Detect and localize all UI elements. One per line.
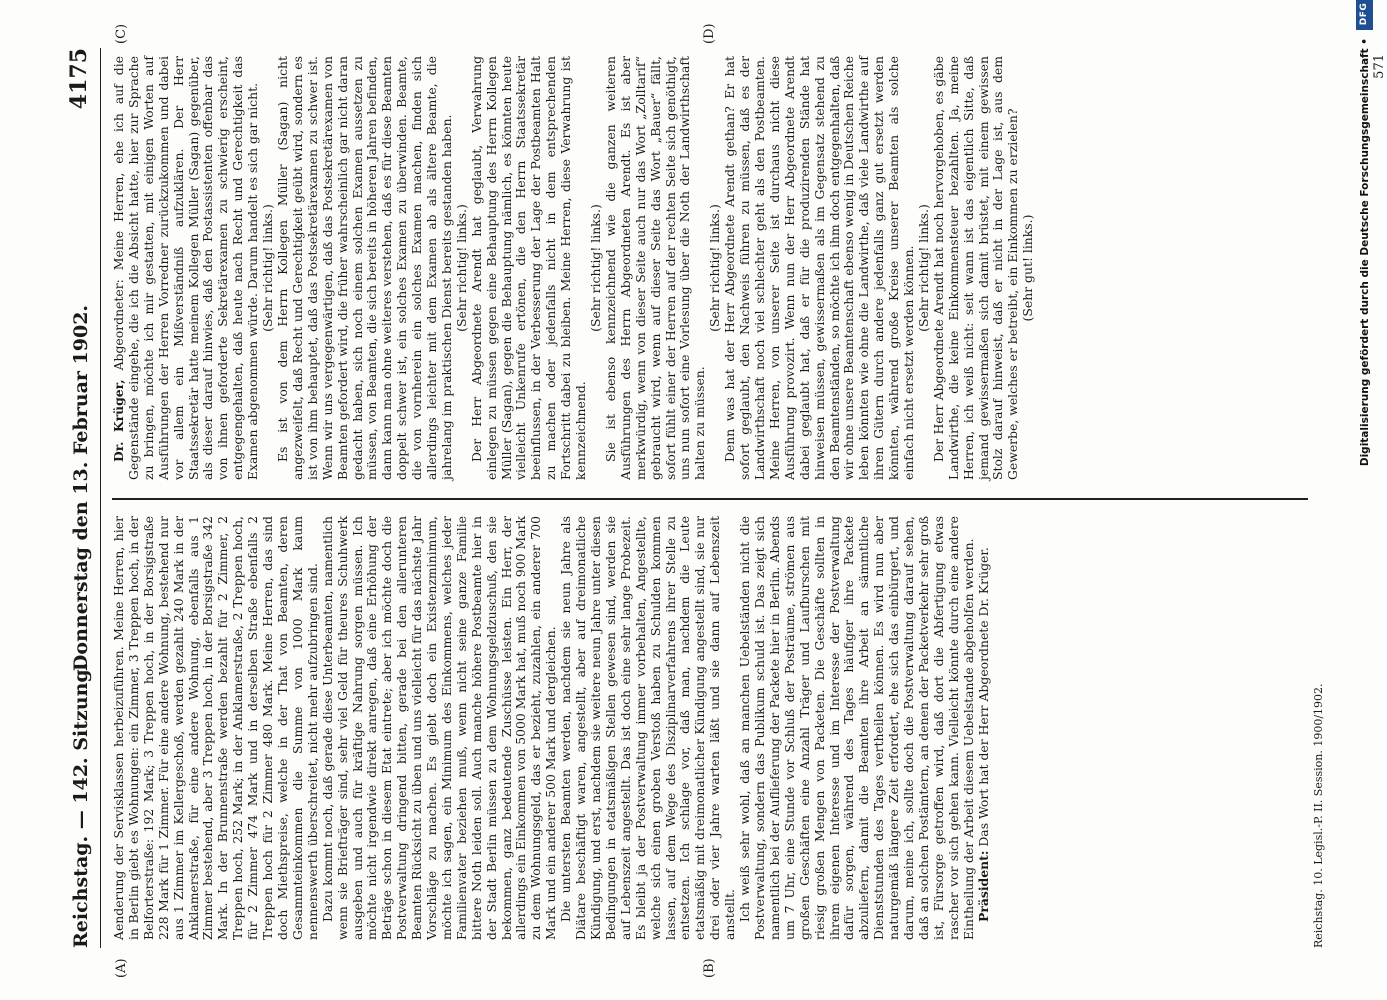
left-column xyxy=(112,516,1302,940)
right-paragraph: Denn was hat der Herr Abgeordnete Arendt gethan? Er hat sofort geglaubt, den Nachweis führen zu müssen, daß es der Landwirthschaft noch viel schlechter geht als den Postbeamten. Meine Herren, von unserer Seite ist durchaus nicht diese Ausführung provozirt. Wenn nun der Herr Abgeordnete Arendt dabei geglaubt hat, daß er für die produzirenden Stände hat hinweisen müssen, gewissermaßen als im Gegensatz stehend zu den Beamtenständen, so möchte ich ihm doch entgegenhalten, daß wir ohne unsere Beamtenschaft ebenso wenig in Deutschen Reiche leben könnten wie ohne die Landwirthe, daß viele Landwirthe auf ihren Gütern durch andere jedenfalls ganz gut ersetzt werden könnten, während große Kreise unserer Beamten als solche einfach nicht ersetzt werden können. xyxy=(722,56,917,480)
right-paragraph: Der Herr Abgeordnete Arendt hat noch hervorgehoben, es gäbe Landwirthe, die keine Einkommensteuer bezahlten. Ja, meine Herren, ich weiß nicht: seit wann ist das eigentlich Sitte, daß jemand gewissermaßen sich damit brüstet, mit einem gewissen Stolz darauf hinweist, daß er nicht in der Lage ist, aus dem Gewerbe, welches er betreibt, ein Einkommen zu erzielen? xyxy=(930,56,1021,480)
interjection: (Sehr richtig! links.) xyxy=(260,204,276,332)
margin-marker-b: (B) xyxy=(702,958,717,978)
margin-marker-a: (A) xyxy=(114,958,129,978)
interjection: (Sehr richtig! links.) xyxy=(707,204,723,332)
left-paragraph: Dazu kommt noch, daß gerade diese Unterbeamten, namentlich wenn sie Briefträger sind, sehr viel Geld für theures Schuhwerk ausgeben und auch für kräftige Nahrung sorgen müssen. Ich möchte nicht irgendwie direkt anregen, daß eine Erhöhung der Beträge schon in diesem Etat eintrete; aber ich möchte doch die Postverwaltung dringend bitten, gerade bei den allerunteren Beamten Rücksicht zu üben und uns vielleicht für das nächste Jahr Vorschläge zu machen. Es giebt doch ein Existenzminimum, möchte ich sagen, ein Minimum des Einkommens, welches jeder Familienvater beziehen muß, wenn nicht seine ganze Familie bittere Noth leiden soll. Auch manche höhere Postbeamte hier in der Stadt Berlin müssen zu dem Wohnungsgeldzuschuß, den sie bekommen, ganz bedeutende Zuschüsse leisten. Ein Herr, der allerdings ein Einkommen von 5000 Mark hat, muß noch 900 Mark zu dem Wohnungsgeld, das er bezieht, zuzahlen, ein anderer 700 Mark und ein anderer 500 Mark und dergleichen. xyxy=(319,516,559,940)
margin-marker-d: (D) xyxy=(702,23,717,44)
right-paragraph: Der Herr Abgeordnete Arendt hat geglaubt, Verwahrung einlegen zu müssen gegen eine Behauptung des Herrn Kollegen Müller (Sagan), gegen die Behauptung nämlich, es könnten heute vielleicht Unkenrufe ertönen, die den Herrn Staatssekretär beeinflussen, in der Verbesserung der Lage der Postbeamten Halt zu machen oder jedenfalls nicht in dem entsprechenden Fortschritt dabei zu bleiben. Meine Herren, diese Verwahrung ist kennzeichnend. xyxy=(468,56,589,480)
digitization-strip xyxy=(1356,0,1376,988)
dfg-logo-icon: DFG xyxy=(1356,0,1373,30)
left-paragraph: Aenderung der Servisklassen herbeizuführen. Meine Herren, hier in Berlin giebt es Wohnungen: ein Zimmer, 3 Treppen hoch, in der Belforterstraße: 192 Mark; 3 Treppen hoch, in der Borsigstraße 228 Mark für 1 Zimmer. Für eine andere Wohnung, bestehend nur aus 1 Zimmer im Kellergeschoß, werden gezahlt 240 Mark in der Anklamerstraße, für eine andere Wohnung, ebenfalls aus 1 Zimmer bestehend, aber 3 Treppen hoch, in der Borsigstraße 342 Mark. In der Brunnenstraße werden bezahlt für 2 Zimmer, 2 Treppen hoch, 252 Mark; in der Anklamerstraße, 2 Treppen hoch, für 2 Zimmer 474 Mark und in derselben Straße ebenfalls 2 Treppen hoch für 2 Zimmer 480 Mark. Meine Herren, das sind doch Miethspreise, welche in der That von Beamten, deren Gesammteinkommen die Summe von 1000 Mark kaum nennenswerth überschreitet, nicht mehr aufzubringen sind. xyxy=(111,516,320,940)
column-divider xyxy=(112,498,1308,500)
interjection: (Sehr richtig! links.) xyxy=(588,204,603,332)
interjection: (Sehr gut! links.) xyxy=(1020,214,1036,322)
speaker-role: Abgeordneter: xyxy=(111,279,126,371)
margin-marker-c: (C) xyxy=(114,23,129,44)
president-label: Präsident: xyxy=(975,850,991,922)
president-remark xyxy=(977,516,992,940)
right-paragraph: Meine Herren, ehe ich auf die Gegenstände eingehe, die ich die Absicht hatte, hier zur Sprache zu bringen, möchte ich mir gestatten, mit einigen Worten auf Ausführungen der Herren Vorredner zurückzukommen und dabei vor allem ein Mißverständniß aufzuklären. Der Herr Staatssekretär hatte meinem Kollegen Müller (Sagan) gegenüber, als dieser darauf hinwies, daß den Postassistenten offenbar das von ihnen geforderte Sekretärexamen zu schwierig erscheint, entgegengehalten, daß heute nach Recht und Gerechtigkeit das Examen abgenommen würde. Darum handelt es sich gar nicht. xyxy=(111,56,261,480)
page-number: 4175 xyxy=(66,48,92,110)
page-header xyxy=(66,48,96,948)
header-left: Reichstag. — 142. Sitzung. xyxy=(70,662,92,948)
speaker-intro xyxy=(112,56,261,480)
left-paragraph: Ich weiß sehr wohl, daß an manchen Uebelständen nicht die Postverwaltung, sondern das Publikum schuld ist. Das zeigt sich namentlich bei der Auflieferung der Packete hier in Berlin. Abends um 7 Uhr, eine Stunde vor Schluß der Posträume, strömen aus großen Geschäften eine Anzahl Träger und Laufburschen mit riesig großen Mengen von Packeten. Die Geschäfte sollten in ihrem eigenen Interesse und im Interesse der Postverwaltung dafür sorgen, während des Tages häufiger ihre Packete abzuliefern, damit die Beamten ihre Arbeit an sämmtliche Dienststunden des Tages vertheilen können. Es wird nun aber naturgemäß längere Zeit erfordert, ehe sich das einbürgert, und darum, meine ich, sollte doch die Postverwaltung darauf sehen, daß an solchen Postämtern, an denen der Packetverkehr sehr groß ist, Fürsorge getroffen wird, daß dort die Abfertigung etwas rascher vor sich gehen kann. Vielleicht könnte durch eine andere Eintheilung der Arbeit diesem Uebelstande abgeholfen werden. xyxy=(737,516,976,940)
president-text: Das Wort hat der Herr Abgeordnete Dr. Krüger. xyxy=(975,547,991,847)
right-paragraph: Es ist von dem Herrn Kollegen Müller (Sagan) nicht angezweifelt, daß Recht und Gerechtigkeit geübt wird, sondern es ist von ihm behauptet, daß das Postsekretärexamen zu schwer ist. Wenn wir uns vergegenwärtigen, daß das Postsekretärexamen von Beamten gefordert wird, die früher wahrscheinlich gar nicht daran gedacht haben, sich noch einem solchen Examen aussetzen zu müssen, von Beamten, die sich bereits in höheren Jahren befinden, dann kann man ohne weiteres verstehen, daß es für diese Beamten doppelt schwer ist, ein solches Examen zu überwinden. Beamte, die von vornherein ein solches Examen machen, finden sich allerdings leichter mit dem Examen ab als ältere Beamte, die jahrelang im praktischen Dienst bereits gestanden haben. xyxy=(274,56,454,480)
interjection: (Sehr richtig! links.) xyxy=(453,204,469,332)
header-rule xyxy=(100,48,101,948)
footer-sheet-number: 571 xyxy=(1372,54,1387,79)
header-date: Donnerstag den 13. Februar 1902. xyxy=(70,304,92,672)
right-column xyxy=(112,56,1302,480)
right-paragraph: Sie ist ebenso kennzeichnend wie die ganzen weiteren Ausführungen des Herrn Abgeordneten Arendt. Es ist aber merkwürdig, wenn von dieser Seite auch nur das Wort „Zolltarif“ gebraucht wird, wenn auf dieser Seite das Wort „Bauer“ fällt, sofort fühlt einer der Herren auf der rechten Seite sich genöthigt, uns nun sofort eine Vorlesung über die Noth der Landwirthschaft halten zu müssen. xyxy=(602,56,708,480)
interjection: (Sehr richtig! links.) xyxy=(915,204,931,332)
left-paragraph: Die untersten Beamten werden, nachdem sie neun Jahre als Diätare beschäftigt waren, angestellt, aber auf dreimonatliche Kündigung, und erst, nachdem sie weitere neun Jahre unter diesen Bedingungen in etatsmäßigen Stellen gewesen sind, werden sie auf Lebenszeit angestellt. Das ist doch eine sehr lange Probezeit. Es bleibt ja der Postverwaltung immer vorbehalten, Angestellte, welche sich einen groben Verstoß haben zu Schulden kommen lassen, auf dem Wege des Disziplinarverfahrens ihrer Stelle zu entsetzen. Ich schlage vor, daß man, nachdem die Leute etatsmäßig mit dreimonatlicher Kündigung angestellt sind, sie nur drei oder vier Jahre warten läßt und sie dann auf Lebenszeit anstellt. xyxy=(558,516,738,940)
digitization-credit: Digitalisierung gefördert durch die Deutsche Forschungsgemeinschaft • xyxy=(1359,38,1371,467)
footer-session: Reichstag. 10. Legisl.-P. II. Session. 1900/1902. xyxy=(1312,683,1325,948)
speaker-name: Dr. Krüger, xyxy=(111,379,126,462)
